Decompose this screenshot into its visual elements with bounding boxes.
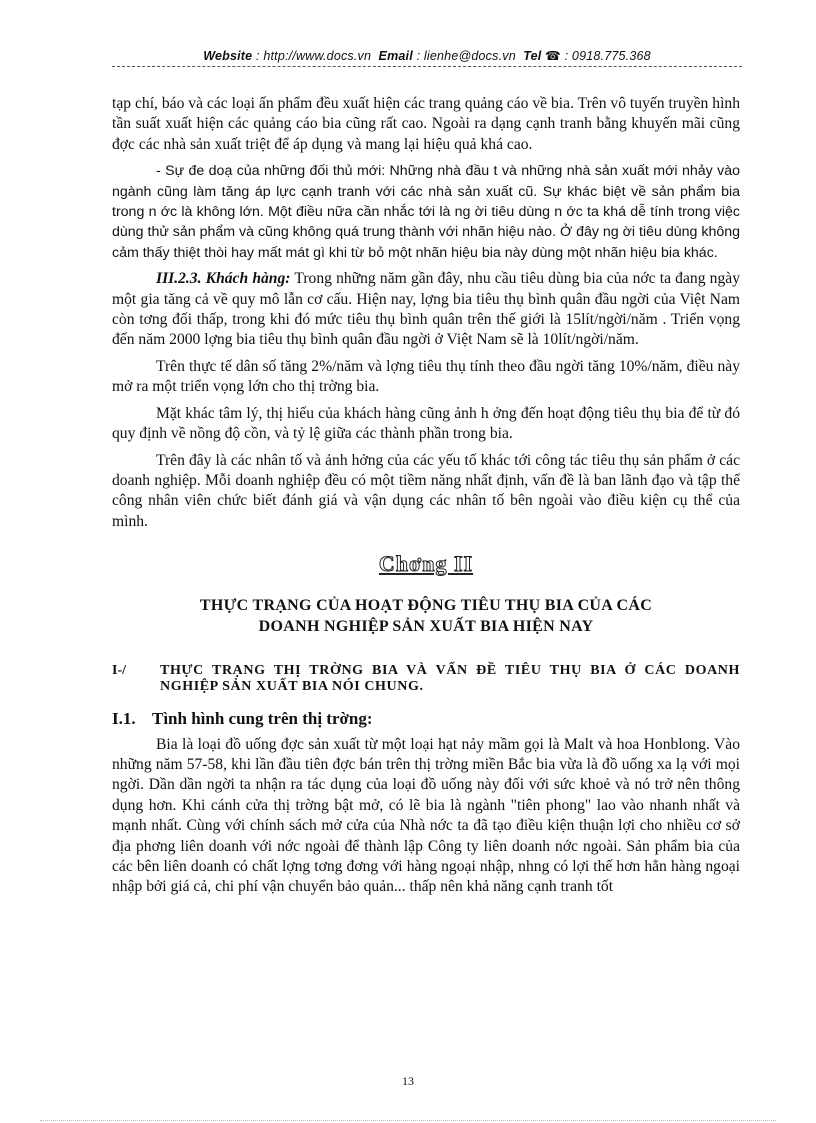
paragraph-4: Trên thực tế dân số tăng 2%/năm và lợng tiêu thụ tính theo đầu ngời tăng 10%/năm, điều này mở ra một triển vọng lớn cho thị trờng bia. xyxy=(112,357,740,396)
section-heading-1 xyxy=(112,663,740,695)
email-label: Email xyxy=(378,49,413,63)
header-divider xyxy=(112,66,742,67)
chapter-title-line-1: THỰC TRẠNG CỦA HOẠT ĐỘNG TIÊU THỤ BIA CỦA CÁC xyxy=(199,596,653,614)
document-body xyxy=(112,94,740,904)
subsection-heading-khach-hang: III.2.3. Khách hàng: xyxy=(156,270,291,288)
paragraph-7: Bia là loại đồ uống đợc sản xuất từ một loại hạt nảy mầm gọi là Malt và hoa Honblong. Vào những năm 57-58, khi lần đầu tiên đợc bán trên thị trờng miền Bắc bia vừa là đồ uống xa lạ với mọi ngời. Dần dần ngời ta nhận ra tác dụng của loại đồ uống này đối với sức khoẻ và nó trở nên thông dụng hơn. Khi cánh cửa thị trờng bật mở, có lẽ bia là ngành "tiên phong" lao vào nhanh nhất và mạnh nhất. Cùng với chính sách mở cửa của Nhà nớc ta đã tạo điều kiện thuận lợi cho nhiều cơ sở địa phơng liên doanh với nớc ngoài để thành lập Công ty liên doanh nớc ngoài. Sản phẩm bia của các bên liên doanh có chất lợng tơng đơng với hàng ngoại nhập, nhng có lợi thế hơn hẳn hàng ngoại nhập bởi giá cả, chi phí vận chuyển bảo quản... thấp nên khả năng cạnh tranh tốt xyxy=(112,735,740,896)
paragraph-2: - Sự đe doạ của những đối thủ mới: Những nhà đầu t và những nhà sản xuất mới nhảy vào ngành cũng làm tăng áp lực cạnh tranh với các nhà sản xuất cũ. Sự khác biệt về sản phẩm bia trong n ớc là không lớn. Một điều nữa cần nhắc tới là ng ời tiêu dùng n ớc ta khá dễ tính trong việc dùng thử sản phẩm và cũng không quá trung thành với nhãn hiệu nào. Ở đây ng ời tiêu dùng không cảm thấy thiệt thòi hay mất mát gì khi từ bỏ một nhãn hiệu bia này dùng một nhãn hiệu bia khác. xyxy=(112,163,740,261)
section-heading-1-1 xyxy=(112,709,740,729)
paragraph-1: tạp chí, báo và các loại ấn phẩm đều xuất hiện các trang quảng cáo về bia. Trên vô tuyến truyền hình tần suất xuất hiện các quảng cáo bia cũng rất cao. Ngoài ra dạng cạnh tranh bằng khuyến mãi cũng đợc các nhà sản xuất triệt để áp dụng và mang lại hiệu quả khá cao. xyxy=(112,95,740,153)
phone-icon: ☎ xyxy=(545,49,561,63)
paragraph-6: Trên đây là các nhân tố và ảnh hởng của các yếu tố khác tới công tác tiêu thụ sản phẩm ở các doanh nghiệp. Mỗi doanh nghiệp đều có một tiềm năng nhất định, vấn đề là ban lãnh đạo và tập thể công nhân viên chức biết đánh giá và vận dụng các nhân tố bên ngoài vào điều kiện cụ thể của mình. xyxy=(112,451,740,530)
section-number: I-/ xyxy=(112,662,126,678)
paragraph-3 xyxy=(112,269,740,351)
footer-divider xyxy=(40,1120,776,1121)
section-title: THỰC TRẠNG THỊ TRỜNG BIA VÀ VẤN ĐỀ TIÊU THỤ BIA Ở CÁC DOANH NGHIỆP SẢN XUẤT BIA NÓI CHUNG. xyxy=(160,662,740,694)
page-number: 13 xyxy=(402,1074,414,1088)
email-address: : lienhe@docs.vn xyxy=(416,49,516,63)
phone-number: : 0918.775.368 xyxy=(564,49,651,63)
tel-label: Tel xyxy=(523,49,542,63)
subsection-number: I.1. xyxy=(112,708,136,728)
page-header xyxy=(112,48,742,63)
website-url: : http://www.docs.vn xyxy=(256,49,372,63)
subsection-title: Tình hình cung trên thị trờng: xyxy=(152,708,373,728)
chapter-label: Chơng II xyxy=(378,551,474,577)
chapter-title-line-2: DOANH NGHIỆP SẢN XUẤT BIA HIỆN NAY xyxy=(258,617,594,635)
paragraph-5: Mặt khác tâm lý, thị hiếu của khách hàng cũng ảnh h ởng đến hoạt động tiêu thụ bia để từ đó quy định về nồng độ cồn, và tỷ lệ giữa các thành phần trong bia. xyxy=(112,404,740,443)
website-label: Website xyxy=(203,49,253,63)
paragraph-3-body: Trong những năm gần đây, nhu cầu tiêu dùng bia của nớc ta đang ngày một gia tăng cả về quy mô lẫn cơ cấu. Hiện nay, lợng bia tiêu thụ bình quân đầu ngời của Việt Nam còn tơng đối thấp, trong khi đó mức tiêu thụ bình quân trên thế giới là 15lít/ngời/năm . Triển vọng đến năm 2000 lợng bia tiêu thụ bình quân đầu ngời ở Việt Nam sẽ là 10lít/ngời/năm. xyxy=(112,270,740,349)
chapter-title xyxy=(112,595,740,637)
